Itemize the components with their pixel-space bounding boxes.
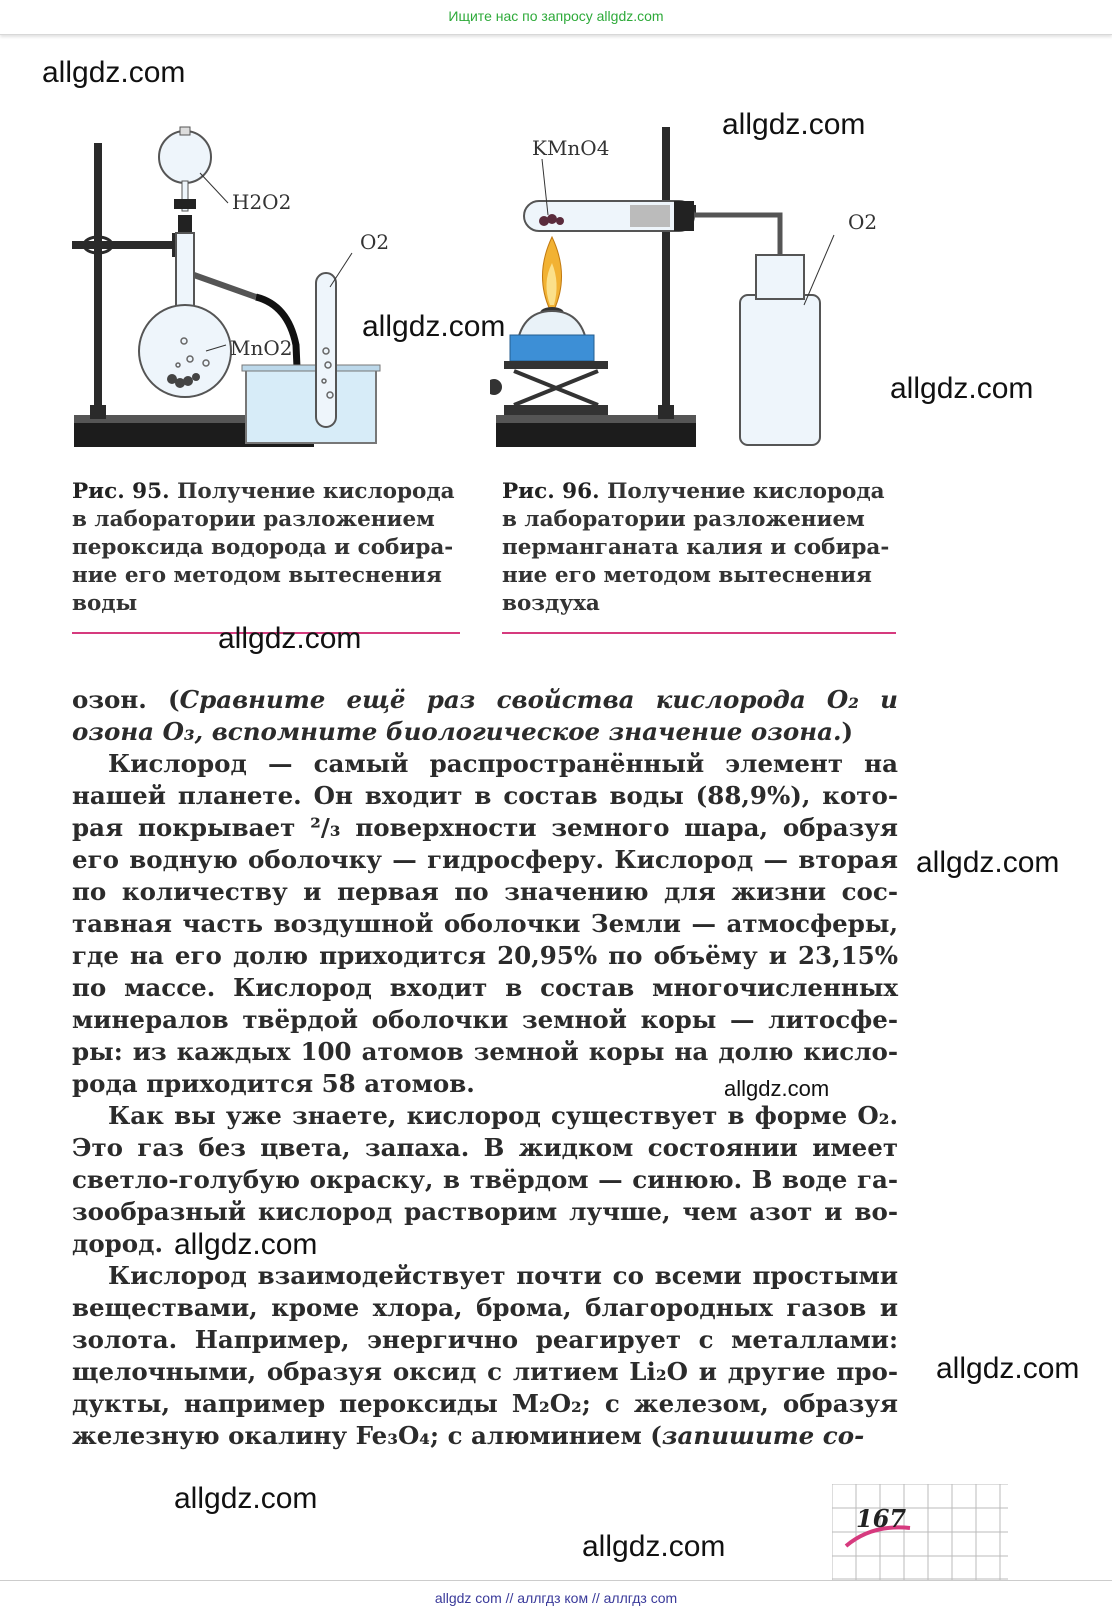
watermark: allgdz.com — [174, 1228, 318, 1261]
main-text — [72, 684, 898, 1452]
watermark: allgdz.com — [218, 622, 362, 655]
figure-95-caption — [72, 478, 462, 618]
paragraph-4: Кислород взаимодействует почти со всеми простыми веществами, кроме хлора, брома, благородных газов и золота. Например, энергично реагирует с металлами: щелочными, образуя оксид с литием Li₂O и другие продукты, например пероксиды M₂O₂; с железом, образуя железную окалину Fe₃O₄; с алюминием (запишите со- — [72, 1261, 898, 1450]
watermark: allgdz.com — [362, 310, 506, 343]
fig96-o2-label: O2 — [848, 210, 878, 234]
figure-96-illustration — [490, 115, 890, 465]
paragraph-3: Как вы уже знаете, кислород существует в форме O₂. Это газ без цвета, запаха. В жидком состоянии имеет светло-голубую окраску, в твёрдом — синюю. В воде газообразный кислород растворим лучше, чем азот и водород. — [72, 1101, 898, 1258]
fig95-o2-label: O2 — [360, 230, 390, 254]
caption-line: ние его методом вытеснения — [502, 563, 872, 588]
caption-line: в лаборатории разложением — [502, 507, 865, 532]
paragraph-1: озон. (Сравните ещё раз свойства кислорода O₂ и озона O₃, вспомните биологическое значение озона.) — [72, 685, 898, 746]
italic-instruction: Сравните ещё раз свойства кислорода O₂ и озона O₃, вспомните биологическое значение озона. — [72, 685, 898, 746]
figure-95-number: Рис. 95. — [72, 479, 170, 504]
watermark: allgdz.com — [174, 1482, 318, 1515]
caption-line: в лаборатории разложением — [72, 507, 435, 532]
mno2-label: MnO2 — [230, 336, 293, 360]
figure-96-caption — [502, 478, 902, 618]
watermark: allgdz.com — [42, 56, 186, 89]
caption-line: воды — [72, 591, 138, 616]
top-banner[interactable]: Ищите нас по запросу allgdz.com — [0, 0, 1112, 35]
watermark: allgdz.com — [582, 1530, 726, 1563]
caption-line: перманганата калия и собира- — [502, 535, 890, 560]
watermark: allgdz.com — [890, 372, 1034, 405]
page-number: 167 — [856, 1504, 907, 1533]
paragraph-2: Кислород — самый распространённый элемент на нашей планете. Он входит в состав воды (88,9%), которая покрывает ²/₃ поверхности земного шара, образуя его водную оболочку — гидросферу. Кислород — вторая по количеству и первая по значению для жизни составная часть воздушной оболочки Земли — атмосферы, где на его долю приходится 20,95% по объёму и 23,15% по массе. Кислород входит в состав многочисленных минералов твёрдой оболочки земной коры — литосферы: из каждых 100 атомов земной коры на долю кислорода приходится 58 атомов. — [72, 749, 898, 1098]
caption-line: пероксида водорода и собира- — [72, 535, 454, 560]
caption-line: воздуха — [502, 591, 600, 616]
figure-95-illustration — [60, 115, 470, 465]
italic-instruction: запишите со- — [661, 1421, 865, 1450]
watermark: allgdz.com — [936, 1352, 1080, 1385]
h2o2-label: H2O2 — [232, 190, 292, 214]
figure-96-number: Рис. 96. — [502, 479, 600, 504]
watermark: allgdz.com — [722, 108, 866, 141]
watermark: allgdz.com — [916, 846, 1060, 879]
footer-links[interactable]: allgdz com // аллгдз ком // аллгдз com — [0, 1580, 1112, 1615]
caption-line: ние его методом вытеснения — [72, 563, 442, 588]
figure-96-divider — [502, 632, 896, 634]
caption-line: Получение кислорода — [599, 479, 885, 504]
kmno4-label: KMnO4 — [532, 136, 610, 160]
caption-line: Получение кислорода — [169, 479, 455, 504]
watermark: allgdz.com — [724, 1076, 830, 1101]
